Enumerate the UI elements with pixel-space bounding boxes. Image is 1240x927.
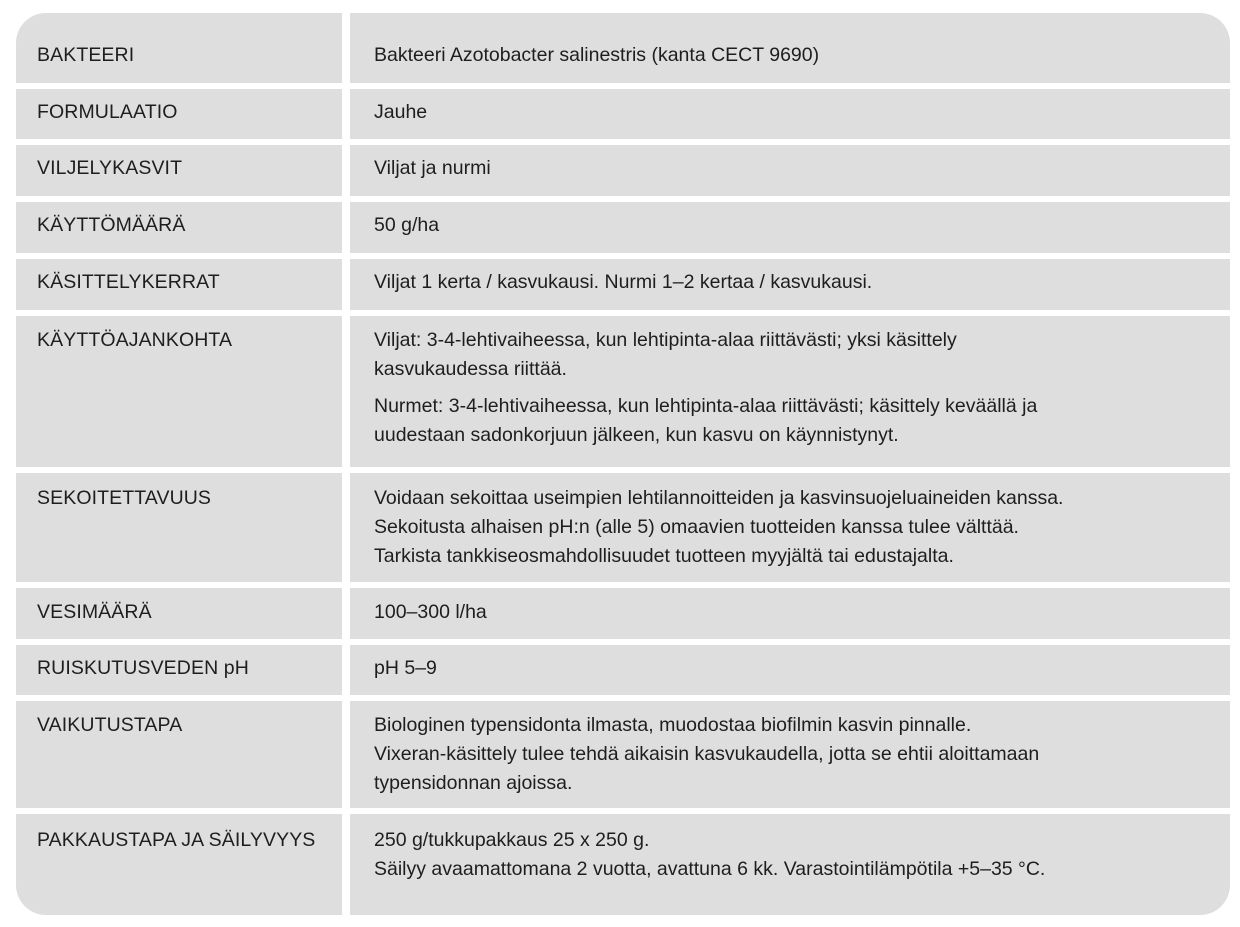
row-value-line: 100–300 l/ha <box>374 601 487 623</box>
row-label: SEKOITETTAVUUS <box>37 487 212 509</box>
row-value-line: Tarkista tankkiseosmahdollisuudet tuotteen myyjältä tai edustajalta. <box>374 545 954 567</box>
row-value <box>374 598 1214 627</box>
row-value-line: Sekoitusta alhaisen pH:n (alle 5) omaavien tuotteiden kanssa tulee välttää. <box>374 516 1019 538</box>
row-value-line: Viljat ja nurmi <box>374 157 491 179</box>
row-value-line: Viljat: 3-4-lehtivaiheessa, kun lehtipinta-alaa riittävästi; yksi käsittely <box>374 329 957 351</box>
row-value <box>374 654 1214 683</box>
row-value <box>374 268 1214 297</box>
table-row <box>16 645 1230 695</box>
row-value-line: pH 5–9 <box>374 657 437 679</box>
row-value-line: Nurmet: 3-4-lehtivaiheessa, kun lehtipinta-alaa riittävästi; käsittely keväällä ja <box>374 395 1038 417</box>
row-value-line: 50 g/ha <box>374 214 440 236</box>
table-row <box>16 145 1230 196</box>
row-value <box>374 484 1214 571</box>
row-value <box>374 154 1214 183</box>
row-value-line: Bakteeri Azotobacter salinestris (kanta CECT 9690) <box>374 44 820 66</box>
row-label: KÄYTTÖAJANKOHTA <box>37 329 233 351</box>
row-value <box>374 826 1214 884</box>
row-value-line: Vixeran-käsittely tulee tehdä aikaisin kasvukaudella, jotta se ehtii aloittamaan <box>374 743 1040 765</box>
table-row <box>16 202 1230 253</box>
row-value <box>374 211 1214 240</box>
row-label: RUISKUTUSVEDEN pH <box>37 657 249 679</box>
table-row <box>16 316 1230 467</box>
row-label: VAIKUTUSTAPA <box>37 714 183 736</box>
row-value-line: typensidonnan ajoissa. <box>374 772 573 794</box>
row-value-line: Jauhe <box>374 101 428 123</box>
row-label: KÄYTTÖMÄÄRÄ <box>37 214 186 236</box>
row-value <box>374 326 1214 450</box>
row-value <box>374 711 1214 798</box>
row-value-line: 250 g/tukkupakkaus 25 x 250 g. <box>374 829 650 851</box>
table-row <box>16 89 1230 139</box>
row-label: BAKTEERI <box>37 44 135 66</box>
row-label: FORMULAATIO <box>37 101 178 123</box>
table-row <box>16 259 1230 310</box>
table-row <box>16 473 1230 582</box>
row-label: VILJELYKASVIT <box>37 157 183 179</box>
row-value-line: Säilyy avaamattomana 2 vuotta, avattuna 6 kk. Varastointilämpötila +5–35 °C. <box>374 858 1046 880</box>
row-value-line: Biologinen typensidonta ilmasta, muodostaa biofilmin kasvin pinnalle. <box>374 714 972 736</box>
row-label: VESIMÄÄRÄ <box>37 601 152 623</box>
table-row <box>16 814 1230 915</box>
row-value-line: kasvukaudessa riittää. <box>374 358 567 380</box>
row-label: PAKKAUSTAPA JA SÄILYVYYS <box>37 829 316 851</box>
table-row <box>16 701 1230 808</box>
row-value-line: Voidaan sekoittaa useimpien lehtilannoitteiden ja kasvinsuojeluaineiden kanssa. <box>374 487 1064 509</box>
row-value <box>374 98 1214 127</box>
row-label: KÄSITTELYKERRAT <box>37 271 220 293</box>
row-value <box>374 41 1214 70</box>
row-value-line: Viljat 1 kerta / kasvukausi. Nurmi 1–2 kertaa / kasvukausi. <box>374 271 873 293</box>
row-value-line: uudestaan sadonkorjuun jälkeen, kun kasvu on käynnistynyt. <box>374 424 899 446</box>
table-row <box>16 13 1230 83</box>
product-info-table <box>16 13 1230 915</box>
table-row <box>16 588 1230 639</box>
